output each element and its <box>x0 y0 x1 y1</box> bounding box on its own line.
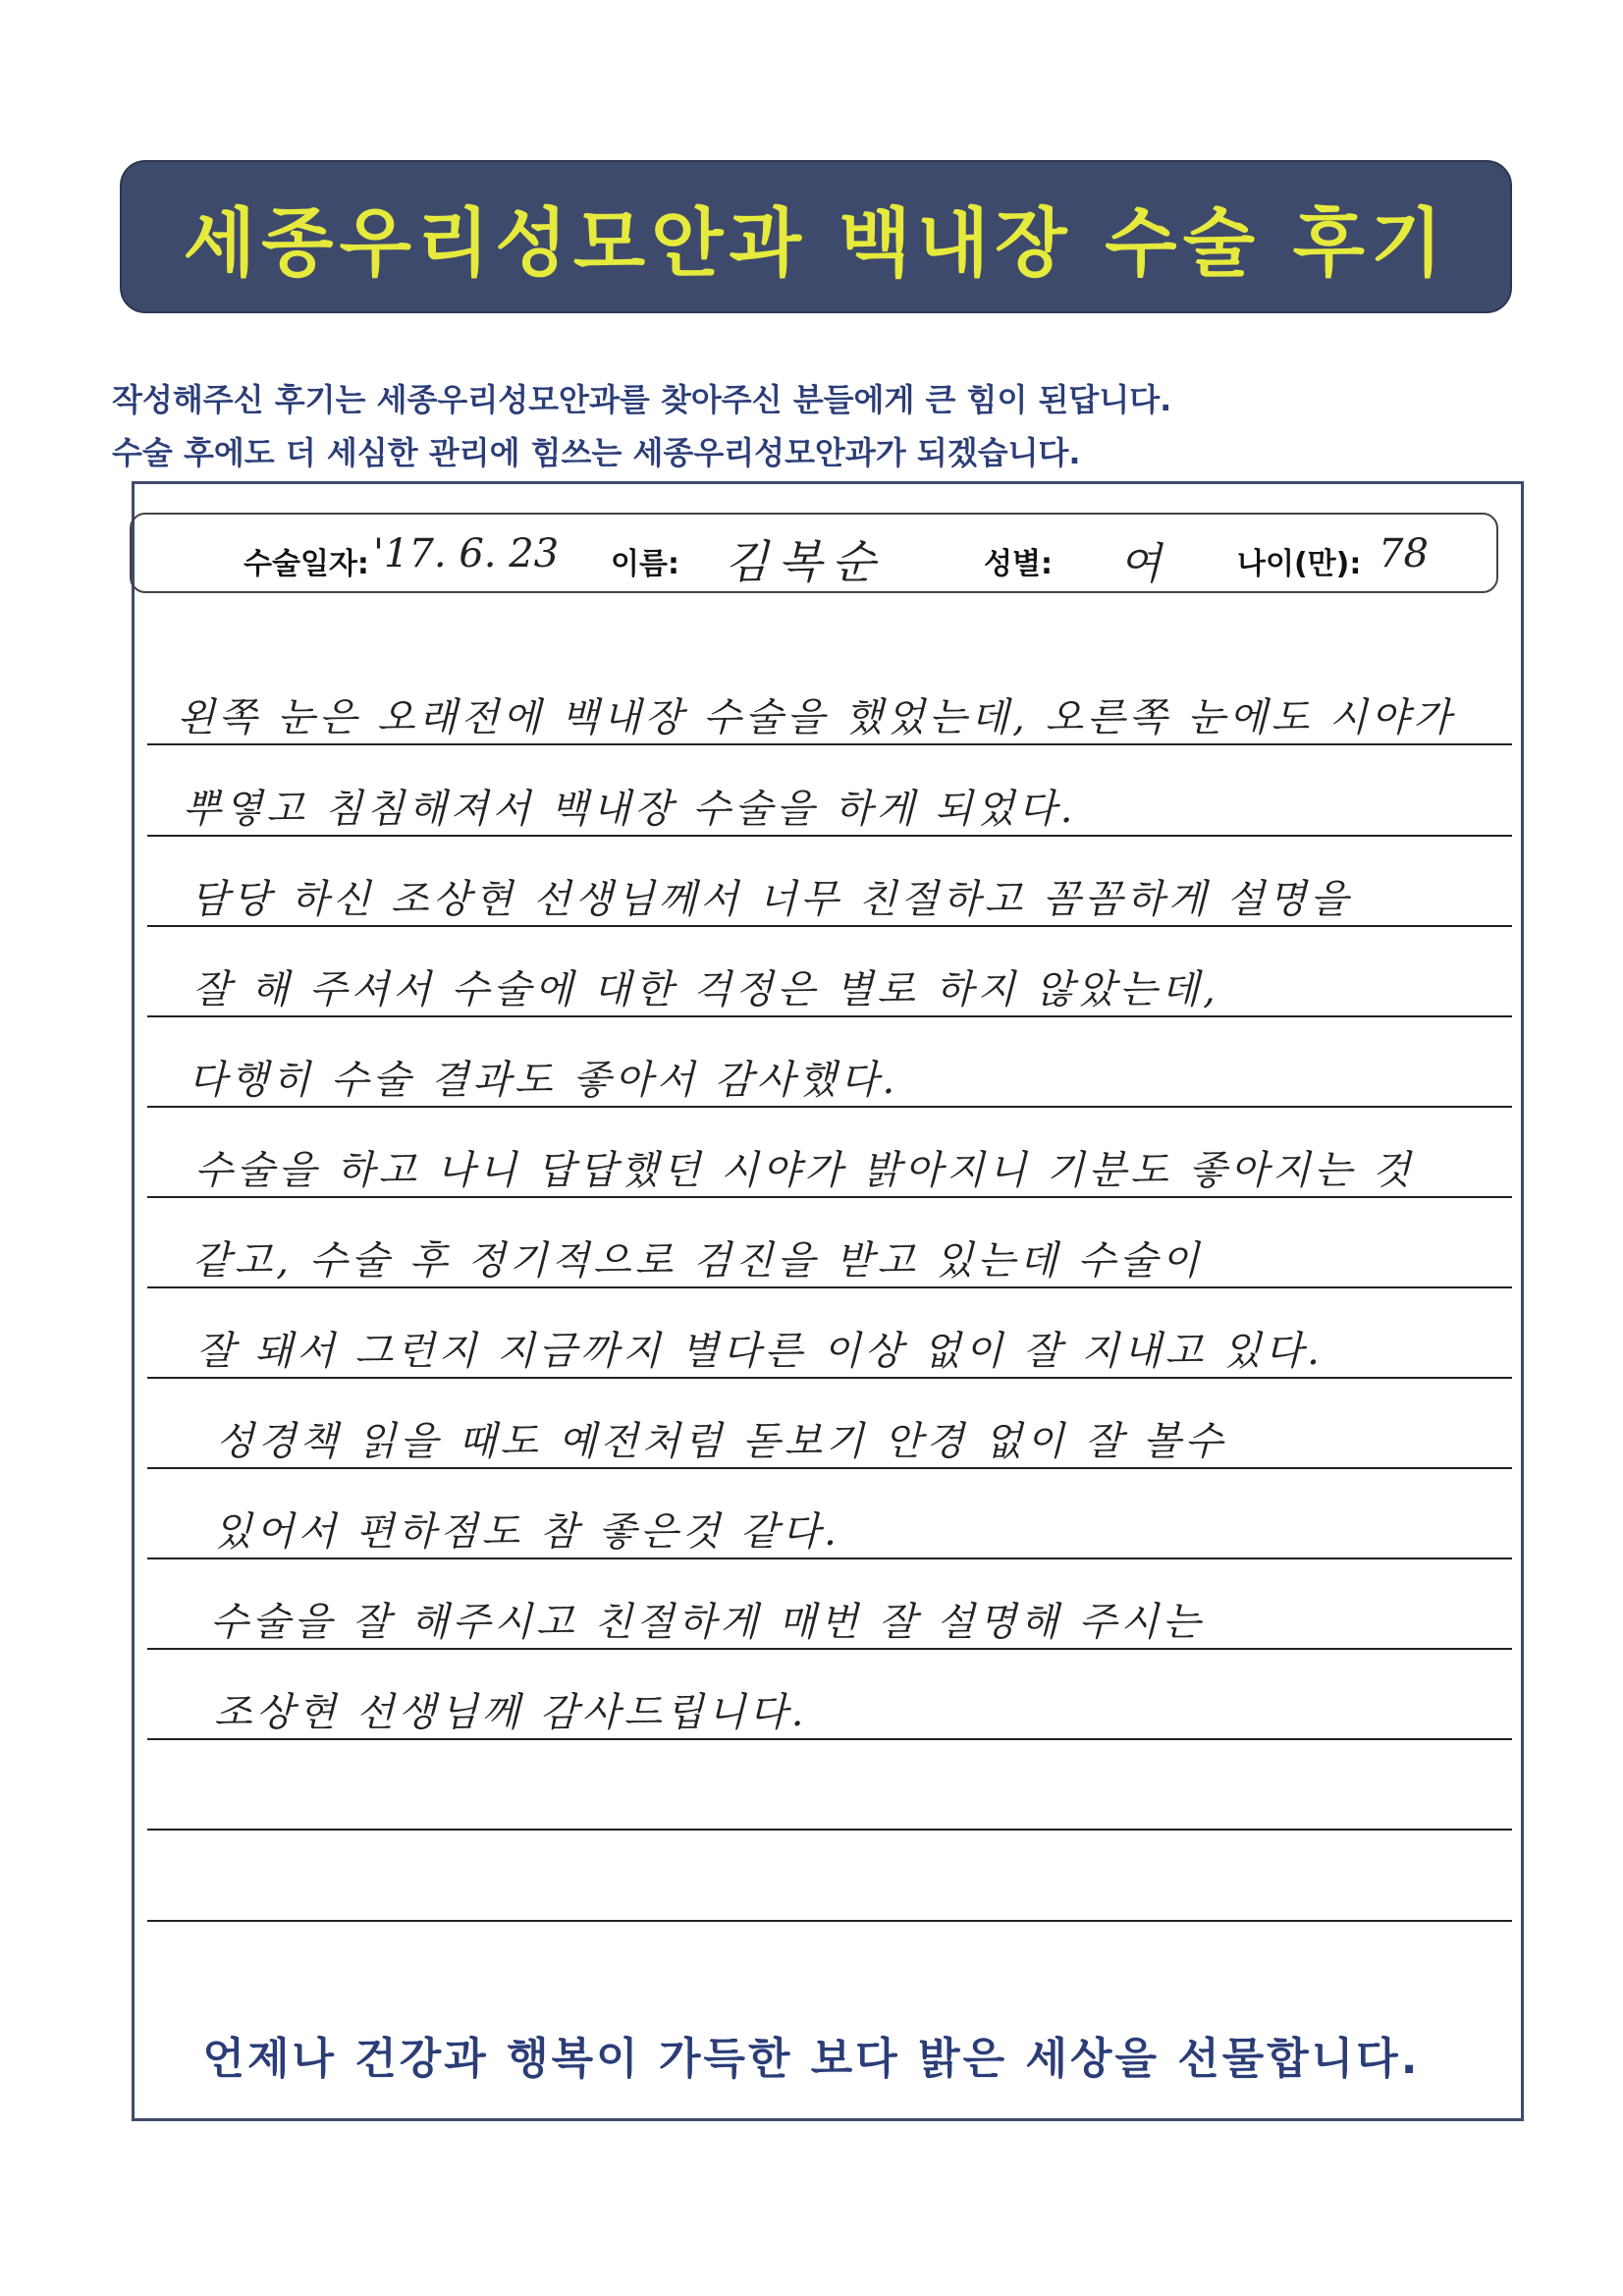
intro-line-1: 작성해주신 후기는 세종우리성모안과를 찾아주신 분들에게 큰 힘이 된답니다. <box>112 381 1172 418</box>
age-label: 나이(만): <box>1237 547 1362 581</box>
review-line-5: 다행히 수술 결과도 좋아서 감사했다. <box>189 1058 899 1103</box>
ruled-line <box>147 1106 1512 1108</box>
ruled-line <box>147 1196 1512 1198</box>
ruled-line <box>147 1558 1512 1559</box>
ruled-line <box>147 1467 1512 1469</box>
ruled-line <box>147 925 1512 927</box>
footer-slogan: 언제나 건강과 행복이 가득한 보다 밝은 세상을 선물합니다. <box>202 2034 1421 2084</box>
review-line-10: 있어서 편하점도 참 좋은것 같다. <box>214 1509 840 1555</box>
review-line-11: 수술을 잘 해주시고 친절하게 매번 잘 설명해 주시는 <box>210 1600 1205 1645</box>
review-line-9: 성경책 읽을 때도 예전처럼 돋보기 안경 없이 잘 볼수 <box>216 1419 1227 1464</box>
review-line-8: 잘 돼서 그런지 지금까지 별다른 이상 없이 잘 지내고 있다. <box>196 1329 1324 1374</box>
review-line-7: 같고, 수술 후 정기적으로 검진을 받고 있는데 수술이 <box>192 1238 1204 1284</box>
review-line-1: 왼쪽 눈은 오래전에 백내장 수술을 했었는데, 오른쪽 눈에도 시야가 <box>177 695 1455 740</box>
page-title: 세종우리성모안과 백내장 수술 후기 <box>183 198 1449 287</box>
ruled-line <box>147 1738 1512 1740</box>
ruled-line <box>147 1648 1512 1650</box>
ruled-line <box>147 1920 1512 1922</box>
ruled-line <box>147 1286 1512 1288</box>
review-line-12: 조상현 선생님께 감사드립니다. <box>214 1690 808 1735</box>
ruled-line <box>147 1829 1512 1831</box>
gender-label: 성별: <box>984 547 1053 581</box>
name-value: 김복순 <box>725 535 886 588</box>
gender-value: 여 <box>1119 539 1162 589</box>
age-value: 78 <box>1379 531 1429 576</box>
review-line-6: 수술을 하고 나니 답답했던 시야가 밝아지니 기분도 좋아지는 것 <box>194 1148 1415 1193</box>
review-line-4: 잘 해 주셔서 수술에 대한 걱정은 별로 하지 않았는데, <box>192 967 1219 1012</box>
name-label: 이름: <box>611 547 679 581</box>
ruled-line <box>147 1377 1512 1379</box>
surgery-date-label: 수술일자: <box>243 547 369 581</box>
surgery-date-value: '17. 6. 23 <box>373 531 560 576</box>
ruled-line <box>147 1015 1512 1017</box>
title-banner <box>120 160 1512 313</box>
review-line-2: 뿌옇고 침침해져서 백내장 수술을 하게 되었다. <box>183 787 1077 832</box>
ruled-line <box>147 743 1512 745</box>
ruled-line <box>147 835 1512 837</box>
review-line-3: 담당 하신 조상현 선생님께서 너무 친절하고 꼼꼼하게 설명을 <box>190 877 1353 922</box>
intro-line-2: 수술 후에도 더 세심한 관리에 힘쓰는 세종우리성모안과가 되겠습니다. <box>112 434 1081 471</box>
